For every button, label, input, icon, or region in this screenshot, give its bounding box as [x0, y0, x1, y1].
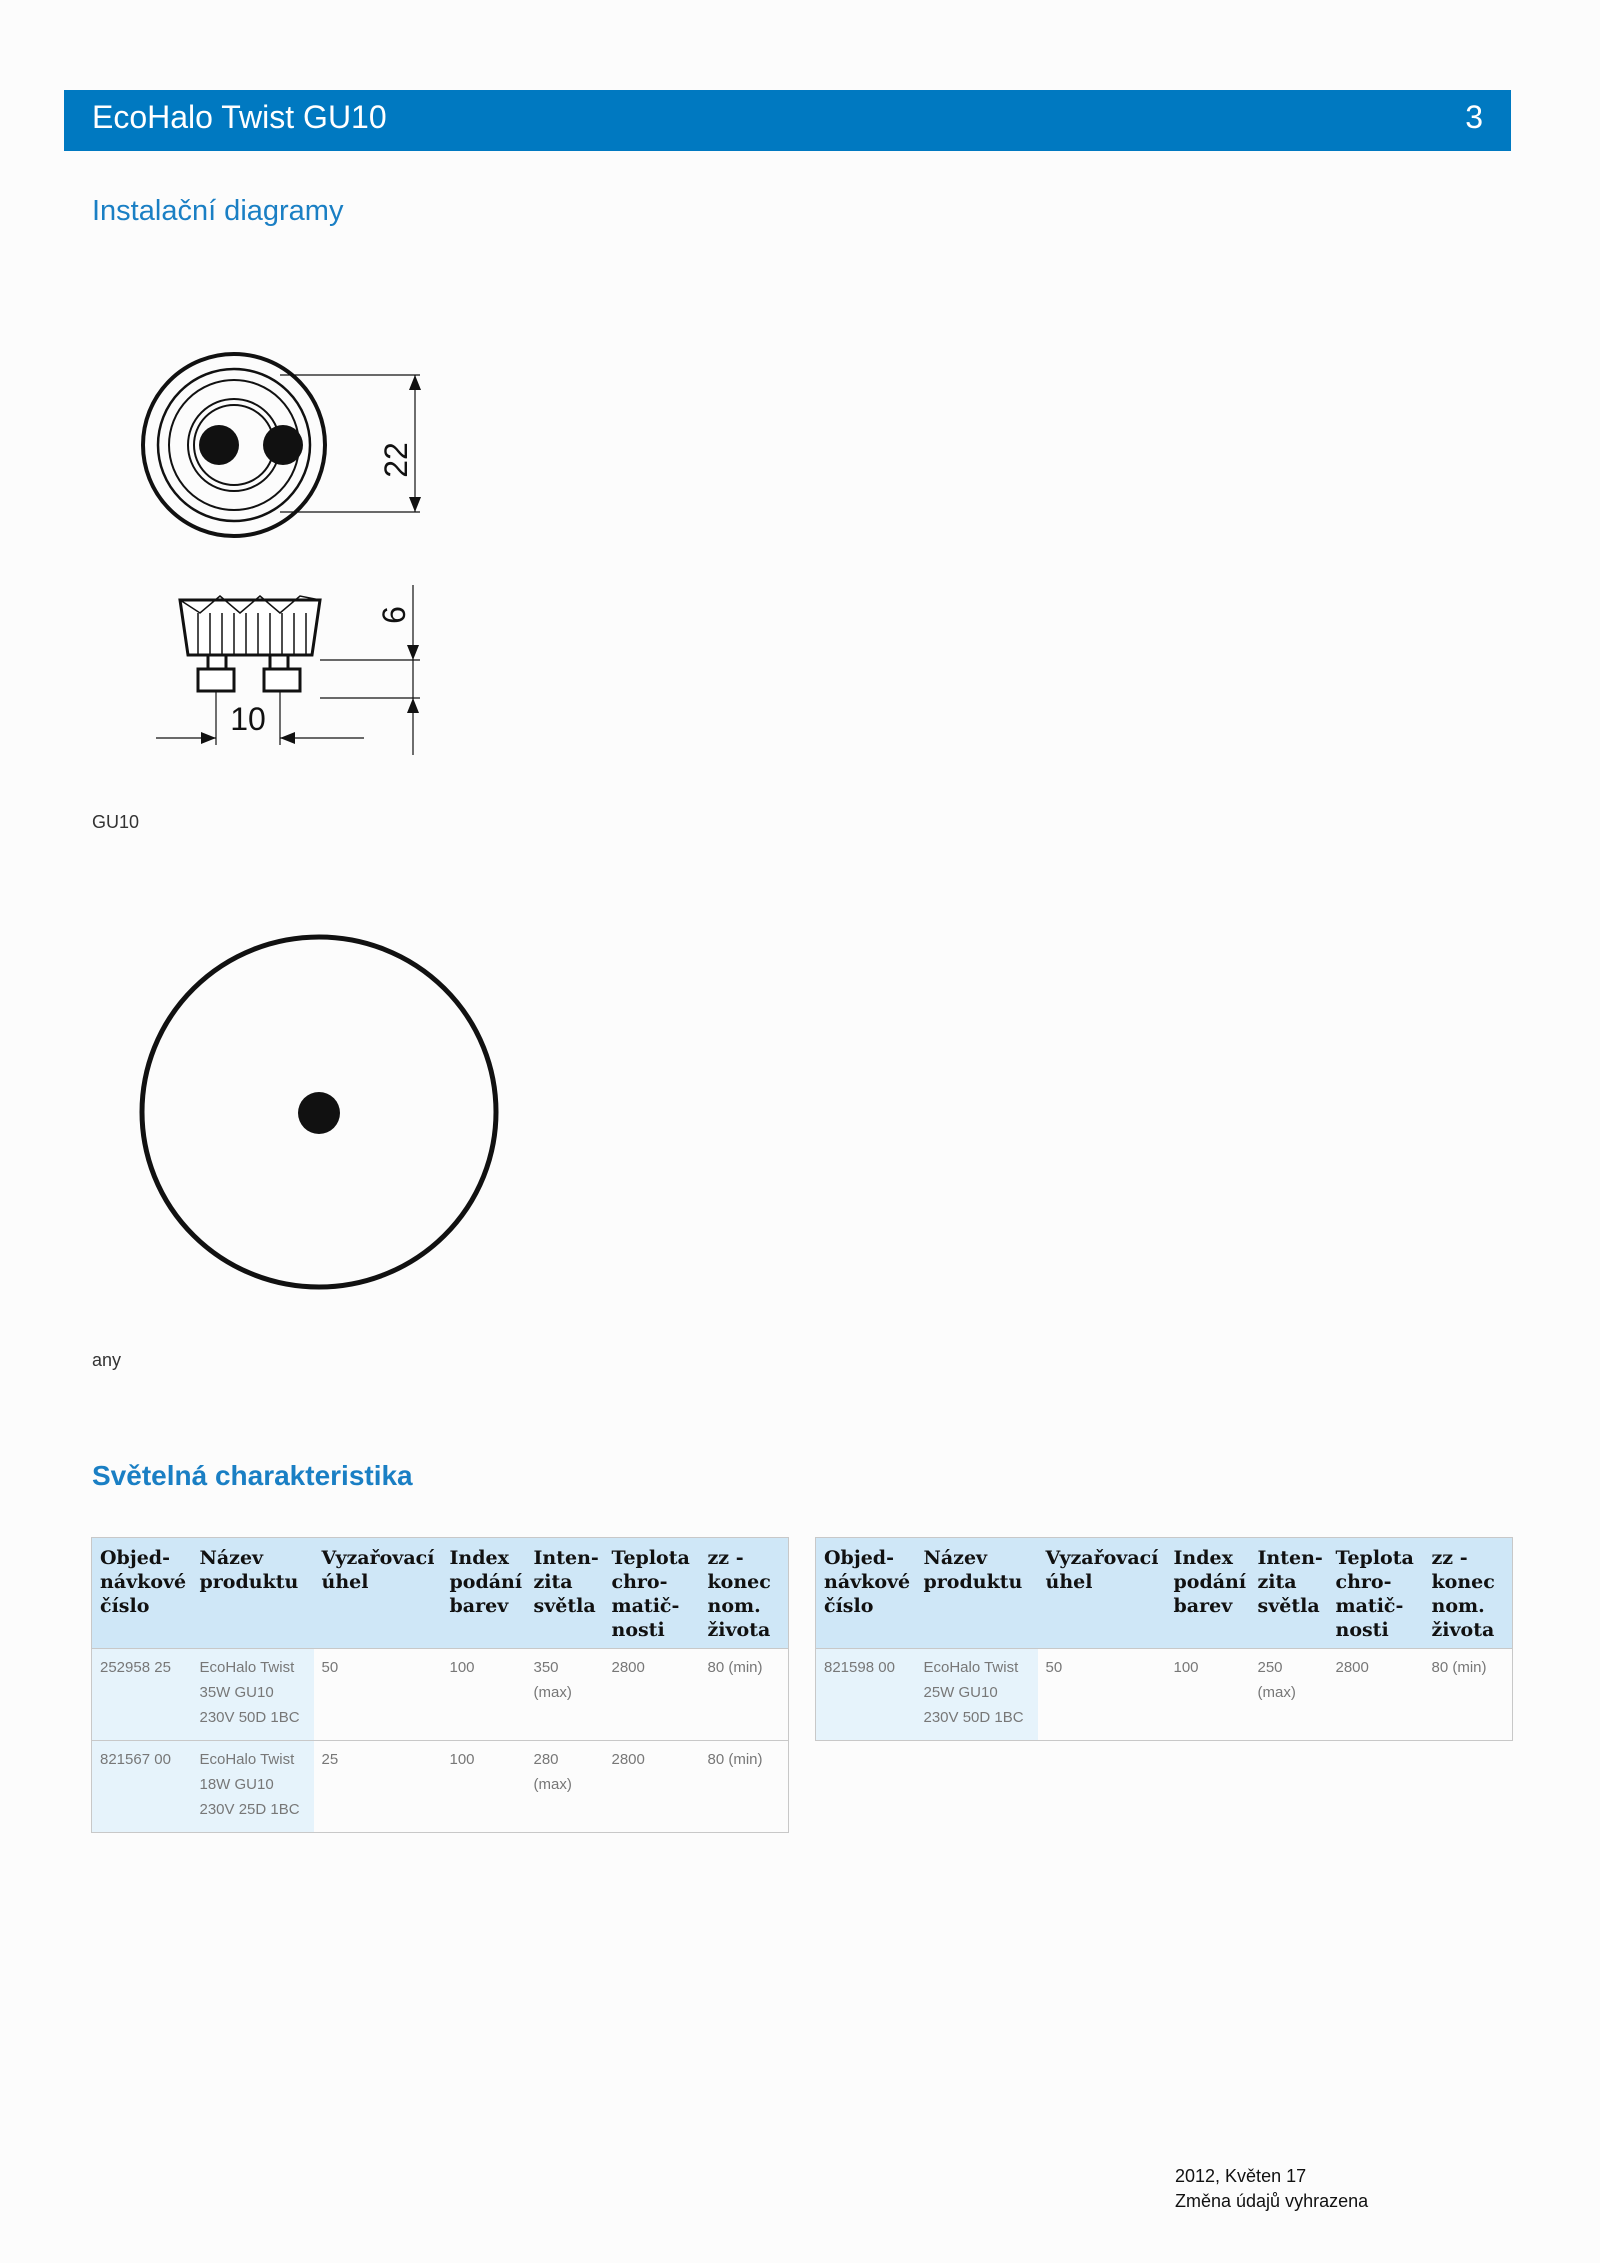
dimension-label-6: 6 — [376, 606, 412, 624]
table-row — [816, 1649, 1513, 1741]
table-row — [92, 1741, 789, 1833]
cell-order: 252958 25 — [92, 1649, 192, 1741]
col-color-rendering: Index podání barev — [442, 1538, 526, 1649]
cell-angle: 50 — [314, 1649, 442, 1741]
diagram-caption-gu10: GU10 — [92, 812, 140, 832]
dimension-label-22: 22 — [378, 442, 414, 478]
col-product-name: Název produktu — [192, 1538, 314, 1649]
light-characteristics-title: Světelná charakteristika — [92, 1460, 413, 1491]
dimension-label-10: 10 — [230, 701, 266, 737]
table-row — [92, 1649, 789, 1741]
light-table-left — [91, 1537, 789, 1833]
col-color-rendering: Index podání barev — [1166, 1538, 1250, 1649]
col-product-name: Název produktu — [916, 1538, 1038, 1649]
cell-cri: 100 — [442, 1649, 526, 1741]
cell-life: 80 (min) — [1424, 1649, 1513, 1741]
cell-name: EcoHalo Twist 18W GU10 230V 25D 1BC — [192, 1741, 314, 1833]
document-title: EcoHalo Twist GU10 — [92, 99, 387, 135]
table-header-row — [816, 1538, 1513, 1649]
page-number: 3 — [1465, 99, 1483, 135]
cell-angle: 25 — [314, 1741, 442, 1833]
cell-order: 821598 00 — [816, 1649, 916, 1741]
pin-dot-left — [199, 425, 239, 465]
cell-temperature: 2800 — [604, 1741, 700, 1833]
light-table-right — [815, 1537, 1513, 1741]
cell-temperature: 2800 — [604, 1649, 700, 1741]
col-beam-angle: Vyzařovací úhel — [1038, 1538, 1166, 1649]
col-order-number: Objed- návkové číslo — [816, 1538, 916, 1649]
cell-intensity: 350 (max) — [526, 1649, 604, 1741]
col-order-number: Objed- návkové číslo — [92, 1538, 192, 1649]
cell-order: 821567 00 — [92, 1741, 192, 1833]
col-end-of-life: zz - konec nom. života — [700, 1538, 789, 1649]
col-color-temperature: Teplota chro- matič- nosti — [1328, 1538, 1424, 1649]
cell-intensity: 280 (max) — [526, 1741, 604, 1833]
cell-angle: 50 — [1038, 1649, 1166, 1741]
cell-temperature: 2800 — [1328, 1649, 1424, 1741]
col-end-of-life: zz - konec nom. života — [1424, 1538, 1513, 1649]
footer-date: 2012, Květen 17 — [1175, 2166, 1307, 2186]
cell-life: 80 (min) — [700, 1741, 789, 1833]
pin-dot-right — [263, 425, 303, 465]
table-header-row — [92, 1538, 789, 1649]
installation-diagrams-title: Instalační diagramy — [92, 195, 344, 227]
cell-intensity: 250 (max) — [1250, 1649, 1328, 1741]
mounting-position-diagram — [135, 930, 505, 1300]
cell-life: 80 (min) — [700, 1649, 789, 1741]
col-color-temperature: Teplota chro- matič- nosti — [604, 1538, 700, 1649]
footer — [1175, 2164, 1368, 2214]
footer-note: Změna údajů vyhrazena — [1175, 2191, 1369, 2211]
gu10-dimension-diagram — [120, 310, 440, 760]
diagram-caption-any: any — [92, 1350, 122, 1370]
cell-cri: 100 — [1166, 1649, 1250, 1741]
col-intensity: Inten- zita světla — [526, 1538, 604, 1649]
cell-name: EcoHalo Twist 35W GU10 230V 50D 1BC — [192, 1649, 314, 1741]
col-intensity: Inten- zita světla — [1250, 1538, 1328, 1649]
header-bar — [64, 90, 1511, 151]
cell-cri: 100 — [442, 1741, 526, 1833]
col-beam-angle: Vyzařovací úhel — [314, 1538, 442, 1649]
center-dot — [298, 1092, 340, 1134]
cell-name: EcoHalo Twist 25W GU10 230V 50D 1BC — [916, 1649, 1038, 1741]
